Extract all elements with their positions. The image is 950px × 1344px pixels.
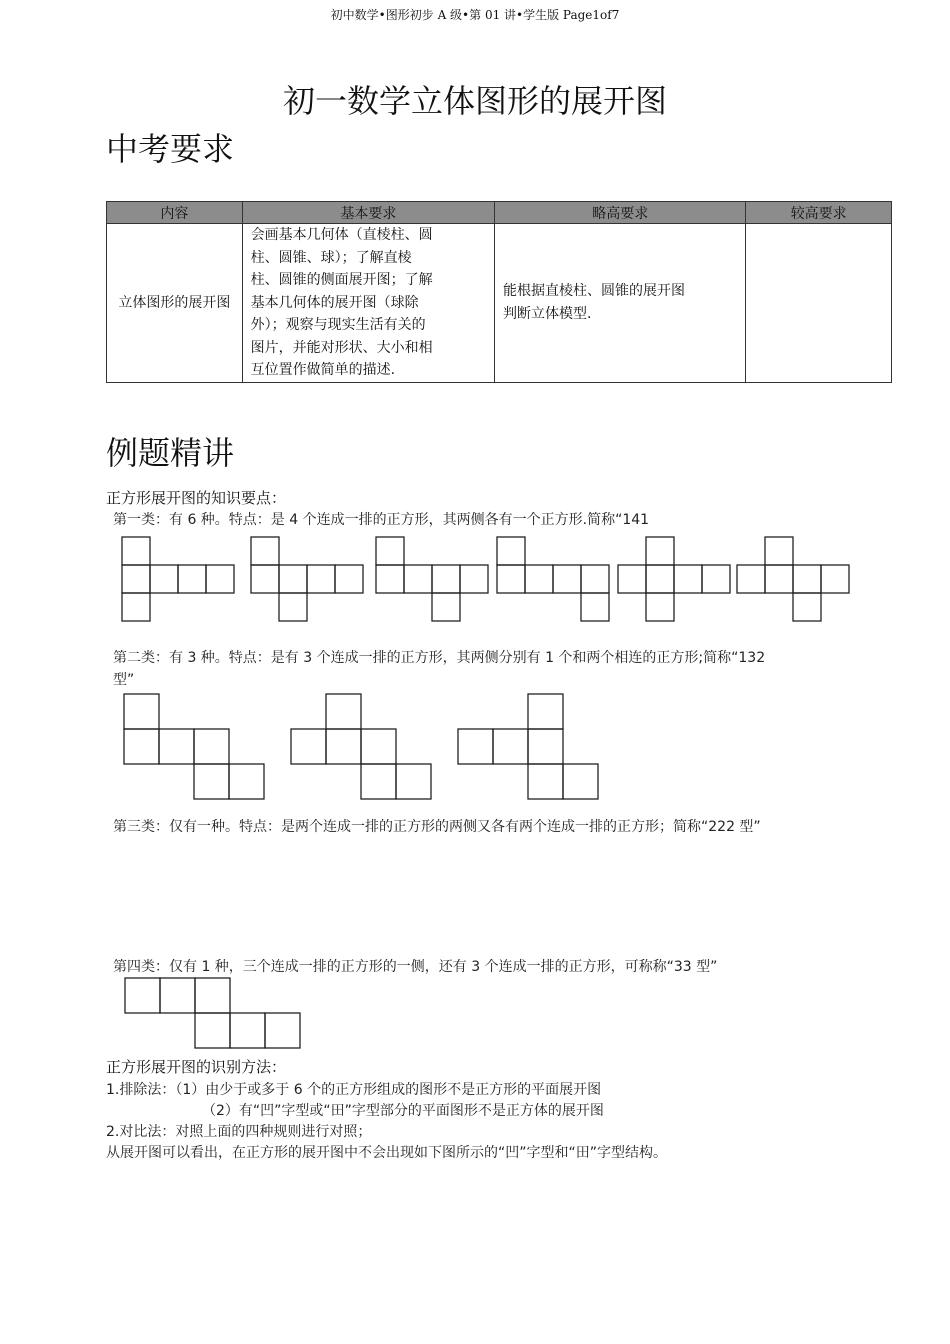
basic-line: 外）；观察与现实生活有关的 (250, 317, 426, 333)
section-heading-requirements: 中考要求 (106, 130, 235, 168)
identify-title: 正方形展开图的识别方法： (106, 1058, 287, 1076)
method2-text: 2.对比法：对照上面的四种规则进行对照； (106, 1124, 372, 1140)
class3-text: 第三类：仅有一种。特点：是两个连成一排的正方形的两侧又各有两个连成一排的正方形；简称“222 型” (113, 819, 761, 835)
net-141-c (376, 537, 488, 621)
basic-line: 柱、圆锥的侧面展开图；了解 (250, 272, 433, 288)
basic-line: 会画基本几何体（直棱柱、圆 (250, 227, 433, 243)
net-141-d (497, 537, 609, 621)
higher-line: 判断立体模型. (503, 305, 592, 322)
class1-text: 第一类：有 6 种。特点：是 4 个连成一排的正方形，其两侧各有一个正方形.简称“141 (113, 512, 650, 528)
class2-text-cont: 型” (113, 672, 135, 688)
net-141-a (122, 537, 234, 621)
table-header-content: 内容 (107, 202, 243, 224)
higher-line: 能根据直棱柱、圆锥的展开图 (503, 283, 686, 300)
basic-line: 柱、圆锥、球）；了解直棱 (250, 249, 412, 266)
net-33 (125, 978, 300, 1048)
conclusion-text: 从展开图可以看出，在正方形的展开图中不会出现如下图所示的“凹”字型和“田”字型结构。 (106, 1145, 668, 1161)
method1-text: 1.排除法：（1）由少于或多于 6 个的正方形组成的图形不是正方形的平面展开图 (106, 1082, 602, 1098)
table-cell-content: 立体图形的展开图 (107, 224, 243, 383)
net-132-a (124, 694, 264, 799)
basic-line: 基本几何体的展开图（球除 (250, 294, 419, 311)
table-header-highest: 较高要求 (746, 202, 892, 224)
table-header-basic: 基本要求 (242, 202, 494, 224)
net-132-c (458, 694, 598, 799)
knowledge-points-title: 正方形展开图的知识要点： (106, 489, 287, 507)
net-141-b (251, 537, 363, 621)
class4-text: 第四类：仅有 1 种，三个连成一排的正方形的一侧，还有 3 个连成一排的正方形，可称称“33 型” (113, 959, 718, 975)
page-header: 初中数学•图形初步 A 级•第 01 讲•学生版 Page1of7 (330, 8, 620, 22)
basic-line: 图片，并能对形状、大小和相 (250, 339, 433, 356)
net-132-b (291, 694, 431, 799)
basic-line: 互位置作做简单的描述. (250, 362, 396, 378)
page-title: 初一数学立体图形的展开图 (282, 82, 667, 120)
table-header-higher: 略高要求 (495, 202, 746, 224)
method1b-text: （2）有“凹”字型或“田”字型部分的平面图形不是正方体的展开图 (202, 1103, 604, 1119)
section-heading-examples: 例题精讲 (106, 434, 235, 472)
net-141-f (737, 537, 849, 621)
class2-text: 第二类：有 3 种。特点：是有 3 个连成一排的正方形，其两侧分别有 1 个和两个相连的正方形;简称“132 (113, 650, 766, 666)
net-141-e (618, 537, 730, 621)
